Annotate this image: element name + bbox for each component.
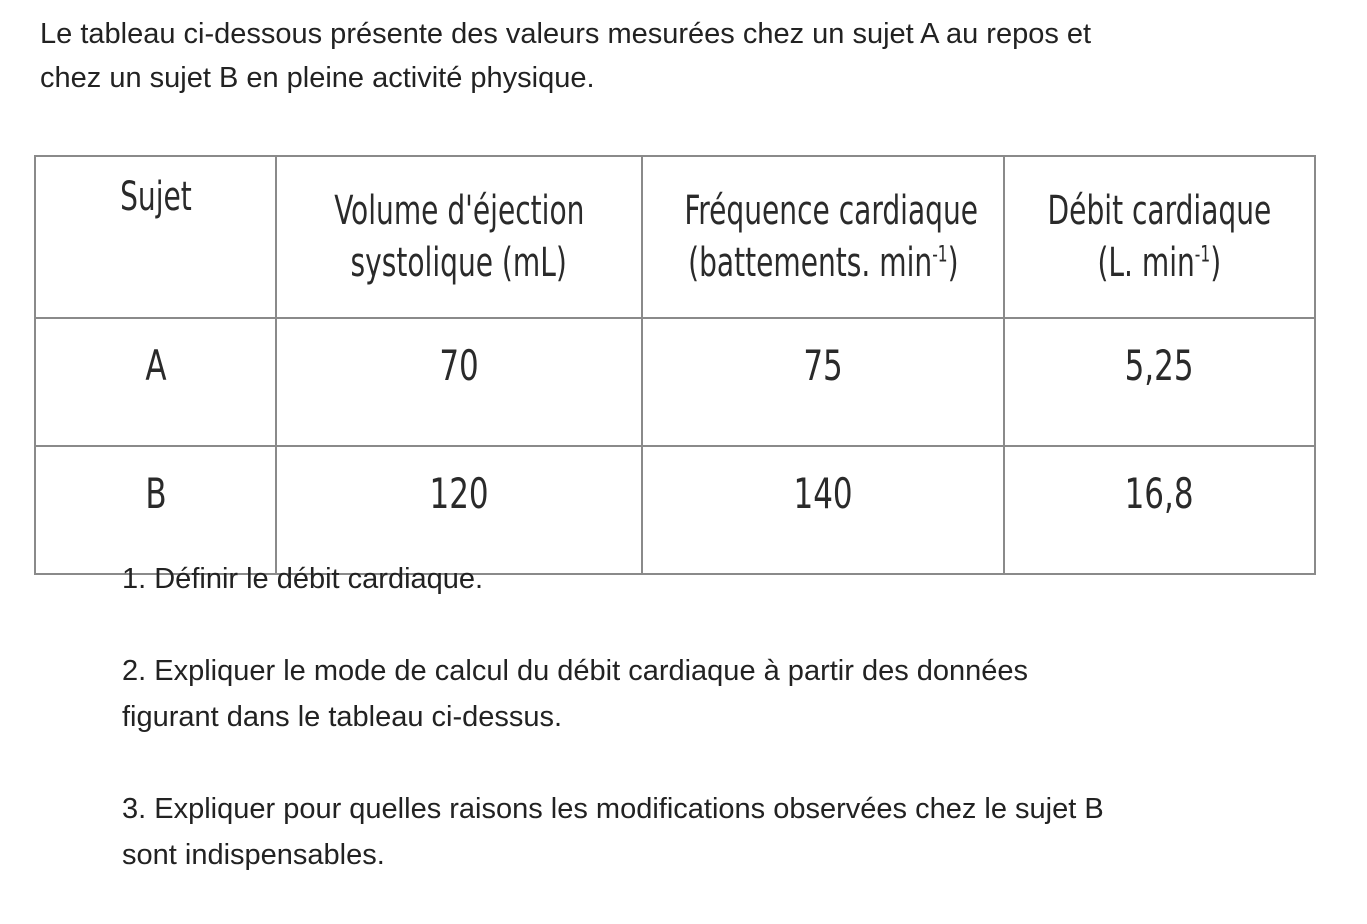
cell-volume-a: 70 <box>276 318 642 446</box>
header-debit <box>1004 156 1315 318</box>
header-debit-line2: (L. $\min^{-1}$) <box>1097 240 1222 286</box>
header-debit-line1: Débit cardiaque <box>1047 188 1272 234</box>
data-table <box>34 155 1316 575</box>
table-row-a <box>35 318 1315 446</box>
header-volume <box>276 156 642 318</box>
cell-volume-b: 120 <box>276 446 642 574</box>
data-table-container <box>34 155 1314 517</box>
questions-list <box>122 556 1342 924</box>
cell-frequence-b: 140 <box>642 446 1004 574</box>
header-frequence <box>642 156 1004 318</box>
question-1: 1. Définir le débit cardiaque. <box>122 563 484 595</box>
table-row-b <box>35 446 1315 574</box>
header-sujet: Sujet <box>35 156 276 318</box>
table-header-row <box>35 156 1315 318</box>
cell-sujet-b: B <box>35 446 276 574</box>
intro-paragraph <box>40 12 1330 100</box>
cell-debit-b: 16,8 <box>1004 446 1315 574</box>
header-frequence-line1: Fréquence cardiaque <box>684 188 979 234</box>
cell-frequence-a: 75 <box>642 318 1004 446</box>
intro-line-2: chez un sujet B en pleine activité physique. <box>40 62 595 94</box>
cell-debit-a: 5,25 <box>1004 318 1315 446</box>
header-volume-line2: systolique (mL) <box>350 240 568 286</box>
cell-sujet-a: A <box>35 318 276 446</box>
intro-line-1: Le tableau ci-dessous présente des valeurs mesurées chez un sujet A au repos et <box>40 18 1092 50</box>
header-frequence-line2: (battements. $\min^{-1}$) <box>687 240 959 286</box>
question-2: 2. Expliquer le mode de calcul du débit cardiaque à partir des données figurant dans le tableau ci-dessus. <box>122 655 1029 733</box>
question-3: 3. Expliquer pour quelles raisons les modifications observées chez le sujet B sont indispensables. <box>122 793 1104 871</box>
header-volume-line1: Volume d'éjection <box>333 188 585 234</box>
